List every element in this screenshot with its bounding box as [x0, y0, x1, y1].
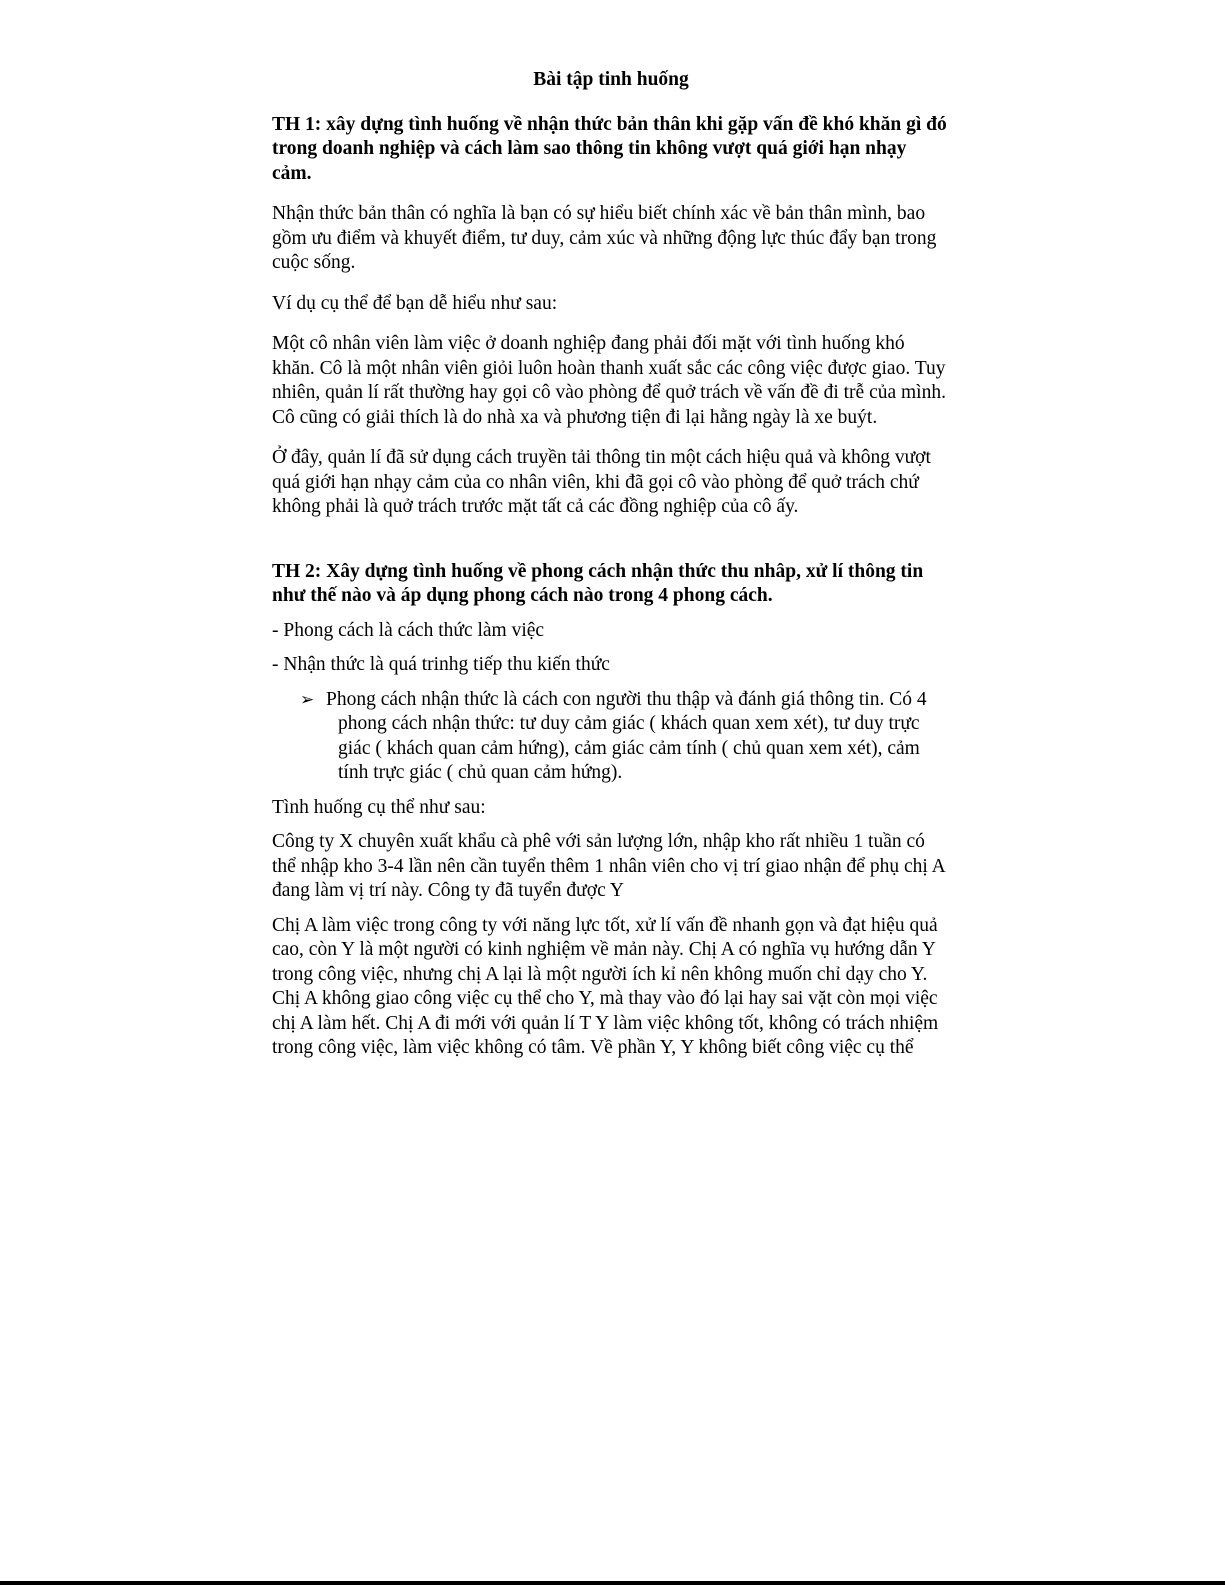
- th2-line-perception: - Nhận thức là quá trinhg tiếp thu kiến thức: [272, 654, 610, 675]
- th2-paragraph-situation-intro: Tình huống cụ thể như sau:: [272, 796, 486, 818]
- document-title: Bài tập tinh huống: [533, 69, 689, 90]
- th1-paragraph-example-intro: Ví dụ cụ thể để bạn dễ hiểu như sau:: [272, 292, 558, 314]
- th1-paragraph-conclusion: Ở đây, quản lí đã sử dụng cách truyền tải thông tin một cách hiệu quả và không vượt quá giới hạn nhạy cảm của co nhân viên, khi đã gọi cô vào phòng để quở trách chứ không phải là quở trách trước mặt tất cả các đồng nghiệp của cô ấy.: [272, 447, 931, 517]
- arrow-bullet-icon: ➢: [300, 689, 315, 709]
- th2-paragraph-story: Chị A làm việc trong công ty với năng lực tốt, xử lí vấn đề nhanh gọn và đạt hiệu quả cao, còn Y là một người có kinh nghiệm về mản này. Chị A có nghĩa vụ hướng dẫn Y trong công việc, nhưng chị A lại là một người ích kỉ nên không muốn chỉ dạy cho Y. Chị A không giao công việc cụ thể cho Y, mà thay vào đó lại hay sai vặt còn mọi việc chị A làm hết. Chị A đi mới với quản lí T Y làm việc không tốt, không có trách nhiệm trong công việc, làm việc không có tâm. Về phần Y, Y không biết công việc cụ thể: [272, 914, 939, 1058]
- th2-heading: TH 2: Xây dựng tình huống về phong cách nhận thức thu nhâp, xử lí thông tin như thế nào và áp dụng phong cách nào trong 4 phong cách.: [272, 560, 924, 606]
- th2-bullet-item: [272, 688, 950, 786]
- document-page: [272, 68, 950, 1077]
- th2-bullet-text: Phong cách nhận thức là cách con người thu thập và đánh giá thông tin. Có 4 phong cách nhận thức: tư duy cảm giác ( khách quan xem xét), tư duy trực giác ( khách quan cảm hứng), cảm giác cảm tính ( chủ quan xem xét), cảm tính trực giác ( chủ quan cảm hứng).: [326, 688, 927, 783]
- th1-heading: TH 1: xây dựng tình huống về nhận thức bản thân khi gặp vấn đề khó khăn gì đó trong doanh nghiệp và cách làm sao thông tin không vượt quá giới hạn nhạy cảm.: [272, 113, 947, 184]
- th2-paragraph-company: Công ty X chuyên xuất khẩu cà phê với sản lượng lớn, nhập kho rất nhiều 1 tuần có thể nhập kho 3-4 lần nên cần tuyển thêm 1 nhân viên cho vị trí giao nhận để phụ chị A đang làm vị trí này. Công ty đã tuyển được Y: [272, 831, 945, 901]
- page-bottom-border: [0, 1581, 1225, 1585]
- th2-line-style: - Phong cách là cách thức làm việc: [272, 619, 545, 641]
- th1-paragraph-definition: Nhận thức bản thân có nghĩa là bạn có sự hiểu biết chính xác về bản thân mình, bao gồm ưu điểm và khuyết điểm, tư duy, cảm xúc và những động lực thúc đẩy bạn trong cuộc sống.: [272, 203, 937, 273]
- th1-paragraph-situation: Một cô nhân viên làm việc ở doanh nghiệp đang phải đối mặt với tình huống khó khăn. Cô là một nhân viên giỏi luôn hoàn thanh xuất sắc các công việc được giao. Tuy nhiên, quản lí rất thường hay gọi cô vào phòng để quở trách về vấn đề đi trễ của mình. Cô cũng có giải thích là do nhà xa và phương tiện đi lại hằng ngày là xe buýt.: [272, 333, 946, 428]
